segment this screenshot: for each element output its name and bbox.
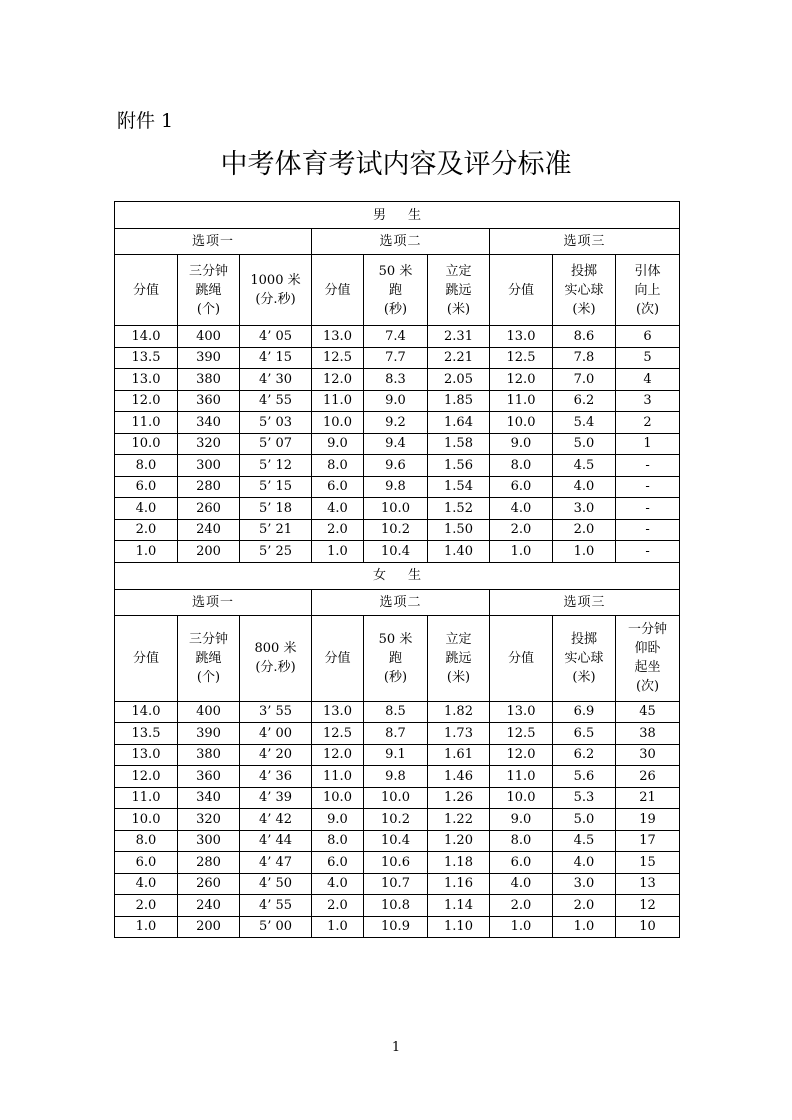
female-column-header-row bbox=[115, 615, 680, 701]
female-table-cell: 5.3 bbox=[553, 787, 616, 809]
male-table-cell: - bbox=[616, 519, 680, 541]
female-table-cell: 4’ 36 bbox=[240, 766, 312, 788]
female-table-cell: 4.0 bbox=[490, 873, 553, 895]
female-table-cell: 1.0 bbox=[490, 916, 553, 938]
female-table-cell: 4’ 50 bbox=[240, 873, 312, 895]
male-table-cell: 9.4 bbox=[364, 433, 428, 455]
male-column-header-row bbox=[115, 255, 680, 326]
female-table-cell: 1.22 bbox=[428, 809, 490, 831]
male-column-header: 引体 向上 (次) bbox=[616, 255, 680, 326]
male-table-row bbox=[115, 347, 680, 369]
female-column-header: 分值 bbox=[312, 615, 364, 701]
female-option-1-header: 选项一 bbox=[115, 589, 312, 615]
male-table-cell: 5.4 bbox=[553, 412, 616, 434]
male-table-cell: 10.0 bbox=[115, 433, 178, 455]
female-table-cell: 10.8 bbox=[364, 895, 428, 917]
page-title: 中考体育考试内容及评分标准 bbox=[220, 149, 572, 180]
female-column-header: 50 米 跑 (秒) bbox=[364, 615, 428, 701]
female-table-cell: 10.7 bbox=[364, 873, 428, 895]
female-table-cell: 4’ 47 bbox=[240, 852, 312, 874]
female-table-cell: 280 bbox=[178, 852, 240, 874]
male-table-cell: 320 bbox=[178, 433, 240, 455]
female-table-cell: 4’ 55 bbox=[240, 895, 312, 917]
male-table-cell: 2.0 bbox=[490, 519, 553, 541]
male-table-cell: 1.54 bbox=[428, 476, 490, 498]
male-table-cell: 6.0 bbox=[115, 476, 178, 498]
male-table-cell: 1.85 bbox=[428, 390, 490, 412]
male-table-cell: 9.0 bbox=[312, 433, 364, 455]
male-table-cell: 9.8 bbox=[364, 476, 428, 498]
male-table-cell: 13.0 bbox=[115, 369, 178, 391]
female-table-cell: 4’ 42 bbox=[240, 809, 312, 831]
male-table-cell: 340 bbox=[178, 412, 240, 434]
male-table-cell: 13.0 bbox=[490, 326, 553, 348]
female-table-cell: 1.82 bbox=[428, 701, 490, 723]
female-table-cell: 400 bbox=[178, 701, 240, 723]
male-table-cell: 4.0 bbox=[312, 498, 364, 520]
male-table-cell: 5.0 bbox=[553, 433, 616, 455]
male-table-cell: 12.0 bbox=[312, 369, 364, 391]
female-table-cell: 12 bbox=[616, 895, 680, 917]
male-column-header: 投掷 实心球 (米) bbox=[553, 255, 616, 326]
female-table-cell: 1.46 bbox=[428, 766, 490, 788]
female-table-cell: 11.0 bbox=[312, 766, 364, 788]
female-table-cell: 1.0 bbox=[312, 916, 364, 938]
female-table-cell: 10.0 bbox=[312, 787, 364, 809]
female-table-cell: 6.9 bbox=[553, 701, 616, 723]
female-section bbox=[115, 562, 680, 938]
male-column-header: 分值 bbox=[490, 255, 553, 326]
male-table-cell: 200 bbox=[178, 541, 240, 563]
female-table-cell: 2.0 bbox=[115, 895, 178, 917]
female-table-cell: 9.0 bbox=[312, 809, 364, 831]
male-table-cell: 5 bbox=[616, 347, 680, 369]
male-table-cell: 7.7 bbox=[364, 347, 428, 369]
male-table-cell: 9.6 bbox=[364, 455, 428, 477]
female-table-cell: 4.0 bbox=[115, 873, 178, 895]
female-table-cell: 8.0 bbox=[490, 830, 553, 852]
male-table-cell: 400 bbox=[178, 326, 240, 348]
male-table-cell: 12.5 bbox=[312, 347, 364, 369]
male-table-cell: 4.0 bbox=[553, 476, 616, 498]
male-table-cell: - bbox=[616, 455, 680, 477]
female-table-cell: 380 bbox=[178, 744, 240, 766]
female-table-cell: 5.6 bbox=[553, 766, 616, 788]
female-table-cell: 10.0 bbox=[115, 809, 178, 831]
female-table-cell: 1.0 bbox=[115, 916, 178, 938]
female-table-cell: 12.5 bbox=[490, 723, 553, 745]
male-table-cell: 6 bbox=[616, 326, 680, 348]
female-table-row bbox=[115, 809, 680, 831]
male-table-row bbox=[115, 541, 680, 563]
female-table-cell: 8.0 bbox=[115, 830, 178, 852]
female-table-row bbox=[115, 873, 680, 895]
male-column-header: 分值 bbox=[115, 255, 178, 326]
male-table-cell: 4’ 55 bbox=[240, 390, 312, 412]
male-table-cell: 12.0 bbox=[490, 369, 553, 391]
attachment-label: 附件 1 bbox=[117, 110, 174, 132]
female-column-header: 分值 bbox=[115, 615, 178, 701]
female-table-cell: 2.0 bbox=[312, 895, 364, 917]
male-table-cell: 380 bbox=[178, 369, 240, 391]
female-table-cell: 1.20 bbox=[428, 830, 490, 852]
male-table-cell: 240 bbox=[178, 519, 240, 541]
male-table-cell: 5’ 25 bbox=[240, 541, 312, 563]
female-table-cell: 13.0 bbox=[490, 701, 553, 723]
male-table-row bbox=[115, 326, 680, 348]
male-table-cell: 9.0 bbox=[364, 390, 428, 412]
female-table-cell: 9.0 bbox=[490, 809, 553, 831]
female-table-cell: 10.2 bbox=[364, 809, 428, 831]
male-table-cell: 8.3 bbox=[364, 369, 428, 391]
male-table-row bbox=[115, 476, 680, 498]
male-table-cell: 1.52 bbox=[428, 498, 490, 520]
female-table-cell: 8.7 bbox=[364, 723, 428, 745]
male-column-header: 三分钟 跳绳 (个) bbox=[178, 255, 240, 326]
male-table-cell: 6.0 bbox=[490, 476, 553, 498]
female-table-cell: 4.5 bbox=[553, 830, 616, 852]
male-table-cell: 2.0 bbox=[115, 519, 178, 541]
female-table-cell: 8.0 bbox=[312, 830, 364, 852]
male-table-cell: 7.0 bbox=[553, 369, 616, 391]
male-table-cell: 4.0 bbox=[115, 498, 178, 520]
female-table-cell: 2.0 bbox=[490, 895, 553, 917]
male-table-cell: 2.05 bbox=[428, 369, 490, 391]
female-table-cell: 13.0 bbox=[312, 701, 364, 723]
female-table-cell: 19 bbox=[616, 809, 680, 831]
male-table-cell: 14.0 bbox=[115, 326, 178, 348]
male-table-cell: 11.0 bbox=[115, 412, 178, 434]
female-table-cell: 26 bbox=[616, 766, 680, 788]
female-table-cell: 12.0 bbox=[115, 766, 178, 788]
female-gender-header: 女生 bbox=[115, 562, 680, 589]
female-table-cell: 10.0 bbox=[364, 787, 428, 809]
male-option-3-header: 选项三 bbox=[490, 229, 680, 255]
female-table-cell: 3’ 55 bbox=[240, 701, 312, 723]
page-number: 1 bbox=[391, 1040, 401, 1055]
female-table-cell: 4’ 20 bbox=[240, 744, 312, 766]
male-table-cell: 1.0 bbox=[490, 541, 553, 563]
female-table-cell: 300 bbox=[178, 830, 240, 852]
male-table-cell: 10.0 bbox=[312, 412, 364, 434]
male-table-cell: 280 bbox=[178, 476, 240, 498]
male-table-row bbox=[115, 455, 680, 477]
male-table-cell: 10.0 bbox=[364, 498, 428, 520]
male-table-cell: 12.0 bbox=[115, 390, 178, 412]
male-table-cell: 5’ 18 bbox=[240, 498, 312, 520]
female-table-cell: 390 bbox=[178, 723, 240, 745]
male-table-cell: 300 bbox=[178, 455, 240, 477]
male-table-cell: 5’ 03 bbox=[240, 412, 312, 434]
male-table-cell: 4.5 bbox=[553, 455, 616, 477]
male-table-cell: 2.21 bbox=[428, 347, 490, 369]
male-table-cell: 4’ 30 bbox=[240, 369, 312, 391]
male-table-cell: 9.0 bbox=[490, 433, 553, 455]
female-table-cell: 10 bbox=[616, 916, 680, 938]
male-table-cell: 11.0 bbox=[312, 390, 364, 412]
male-column-header: 分值 bbox=[312, 255, 364, 326]
male-table-cell: 4 bbox=[616, 369, 680, 391]
female-option-2-header: 选项二 bbox=[312, 589, 490, 615]
male-option-1-header: 选项一 bbox=[115, 229, 312, 255]
male-table-cell: 1.0 bbox=[115, 541, 178, 563]
male-table-cell: 4.0 bbox=[490, 498, 553, 520]
male-table-cell: 2.0 bbox=[312, 519, 364, 541]
female-table-row bbox=[115, 895, 680, 917]
female-table-cell: 240 bbox=[178, 895, 240, 917]
female-table-cell: 14.0 bbox=[115, 701, 178, 723]
male-table-cell: 8.0 bbox=[490, 455, 553, 477]
male-table-row bbox=[115, 412, 680, 434]
male-table-cell: 1.0 bbox=[553, 541, 616, 563]
female-table-cell: 1.18 bbox=[428, 852, 490, 874]
female-table-cell: 11.0 bbox=[490, 766, 553, 788]
male-table-cell: 5’ 12 bbox=[240, 455, 312, 477]
female-table-cell: 6.0 bbox=[490, 852, 553, 874]
male-table-cell: 13.5 bbox=[115, 347, 178, 369]
male-table-row bbox=[115, 519, 680, 541]
female-table-cell: 12.0 bbox=[490, 744, 553, 766]
female-table-cell: 1.61 bbox=[428, 744, 490, 766]
female-table-cell: 1.14 bbox=[428, 895, 490, 917]
male-table-cell: 1.64 bbox=[428, 412, 490, 434]
female-table-cell: 13 bbox=[616, 873, 680, 895]
female-table-cell: 10.6 bbox=[364, 852, 428, 874]
male-section bbox=[115, 202, 680, 563]
female-table-cell: 360 bbox=[178, 766, 240, 788]
female-table-cell: 10.9 bbox=[364, 916, 428, 938]
female-table-cell: 340 bbox=[178, 787, 240, 809]
male-table-cell: 8.0 bbox=[312, 455, 364, 477]
female-column-header: 一分钟 仰卧 起坐 (次) bbox=[616, 615, 680, 701]
female-table-row bbox=[115, 830, 680, 852]
male-table-cell: 13.0 bbox=[312, 326, 364, 348]
male-table-cell: 8.0 bbox=[115, 455, 178, 477]
male-table-cell: 4’ 15 bbox=[240, 347, 312, 369]
male-table-cell: 390 bbox=[178, 347, 240, 369]
male-table-cell: 6.2 bbox=[553, 390, 616, 412]
male-table-cell: 10.0 bbox=[490, 412, 553, 434]
female-table-cell: 1.0 bbox=[553, 916, 616, 938]
male-table-cell: - bbox=[616, 541, 680, 563]
female-table-cell: 6.5 bbox=[553, 723, 616, 745]
male-table-cell: - bbox=[616, 498, 680, 520]
male-table-cell: 8.6 bbox=[553, 326, 616, 348]
male-table-cell: 11.0 bbox=[490, 390, 553, 412]
male-table-cell: 260 bbox=[178, 498, 240, 520]
female-table-cell: 10.4 bbox=[364, 830, 428, 852]
male-table-cell: 4’ 05 bbox=[240, 326, 312, 348]
female-table-cell: 10.0 bbox=[490, 787, 553, 809]
male-table-cell: 1.40 bbox=[428, 541, 490, 563]
female-table-cell: 4.0 bbox=[312, 873, 364, 895]
female-table-cell: 12.0 bbox=[312, 744, 364, 766]
male-column-header: 50 米 跑 (秒) bbox=[364, 255, 428, 326]
female-table-row bbox=[115, 787, 680, 809]
scoring-standard-table bbox=[114, 201, 680, 938]
male-table-cell: 10.4 bbox=[364, 541, 428, 563]
female-table-row bbox=[115, 744, 680, 766]
male-table-cell: 1.0 bbox=[312, 541, 364, 563]
female-table-cell: 6.0 bbox=[312, 852, 364, 874]
male-table-cell: 7.8 bbox=[553, 347, 616, 369]
female-column-header: 分值 bbox=[490, 615, 553, 701]
female-table-cell: 13.5 bbox=[115, 723, 178, 745]
female-table-cell: 21 bbox=[616, 787, 680, 809]
female-column-header: 投掷 实心球 (米) bbox=[553, 615, 616, 701]
male-table-cell: 7.4 bbox=[364, 326, 428, 348]
male-table-cell: 360 bbox=[178, 390, 240, 412]
female-table-row bbox=[115, 701, 680, 723]
male-table-row bbox=[115, 390, 680, 412]
female-table-cell: 13.0 bbox=[115, 744, 178, 766]
female-table-cell: 4.0 bbox=[553, 852, 616, 874]
female-table-cell: 15 bbox=[616, 852, 680, 874]
male-table-cell: 9.2 bbox=[364, 412, 428, 434]
female-table-row bbox=[115, 766, 680, 788]
male-table-cell: 1.56 bbox=[428, 455, 490, 477]
female-table-cell: 6.2 bbox=[553, 744, 616, 766]
male-table-row bbox=[115, 369, 680, 391]
male-table-cell: 1 bbox=[616, 433, 680, 455]
female-table-cell: 2.0 bbox=[553, 895, 616, 917]
male-table-row bbox=[115, 433, 680, 455]
female-table-cell: 8.5 bbox=[364, 701, 428, 723]
female-table-cell: 12.5 bbox=[312, 723, 364, 745]
male-table-cell: 2.31 bbox=[428, 326, 490, 348]
female-table-cell: 17 bbox=[616, 830, 680, 852]
female-table-cell: 5’ 00 bbox=[240, 916, 312, 938]
female-table-cell: 4’ 39 bbox=[240, 787, 312, 809]
female-column-header: 立定 跳远 (米) bbox=[428, 615, 490, 701]
female-option-3-header: 选项三 bbox=[490, 589, 680, 615]
male-table-cell: 6.0 bbox=[312, 476, 364, 498]
male-table-cell: 3.0 bbox=[553, 498, 616, 520]
female-table-row bbox=[115, 916, 680, 938]
female-table-cell: 3.0 bbox=[553, 873, 616, 895]
female-table-cell: 38 bbox=[616, 723, 680, 745]
female-table-cell: 4’ 44 bbox=[240, 830, 312, 852]
male-table-cell: 12.5 bbox=[490, 347, 553, 369]
female-table-row bbox=[115, 852, 680, 874]
female-table-cell: 9.1 bbox=[364, 744, 428, 766]
female-table-cell: 1.16 bbox=[428, 873, 490, 895]
female-table-cell: 9.8 bbox=[364, 766, 428, 788]
male-table-cell: 1.50 bbox=[428, 519, 490, 541]
male-column-header: 立定 跳远 (米) bbox=[428, 255, 490, 326]
female-table-cell: 1.26 bbox=[428, 787, 490, 809]
male-table-cell: 5’ 07 bbox=[240, 433, 312, 455]
male-column-header: 1000 米 (分.秒) bbox=[240, 255, 312, 326]
female-table-cell: 200 bbox=[178, 916, 240, 938]
male-table-cell: 2 bbox=[616, 412, 680, 434]
female-table-cell: 260 bbox=[178, 873, 240, 895]
male-table-row bbox=[115, 498, 680, 520]
female-table-cell: 4’ 00 bbox=[240, 723, 312, 745]
female-column-header: 三分钟 跳绳 (个) bbox=[178, 615, 240, 701]
female-column-header: 800 米 (分.秒) bbox=[240, 615, 312, 701]
male-table-cell: 2.0 bbox=[553, 519, 616, 541]
female-table-cell: 11.0 bbox=[115, 787, 178, 809]
female-table-row bbox=[115, 723, 680, 745]
female-table-cell: 1.10 bbox=[428, 916, 490, 938]
male-table-cell: 5’ 15 bbox=[240, 476, 312, 498]
female-table-cell: 320 bbox=[178, 809, 240, 831]
male-table-cell: 10.2 bbox=[364, 519, 428, 541]
male-option-2-header: 选项二 bbox=[312, 229, 490, 255]
female-table-cell: 45 bbox=[616, 701, 680, 723]
male-table-cell: 3 bbox=[616, 390, 680, 412]
female-table-cell: 30 bbox=[616, 744, 680, 766]
male-table-cell: - bbox=[616, 476, 680, 498]
male-table-cell: 1.58 bbox=[428, 433, 490, 455]
female-table-cell: 6.0 bbox=[115, 852, 178, 874]
male-gender-header: 男生 bbox=[115, 202, 680, 229]
female-table-cell: 5.0 bbox=[553, 809, 616, 831]
male-table-cell: 5’ 21 bbox=[240, 519, 312, 541]
female-table-cell: 1.73 bbox=[428, 723, 490, 745]
